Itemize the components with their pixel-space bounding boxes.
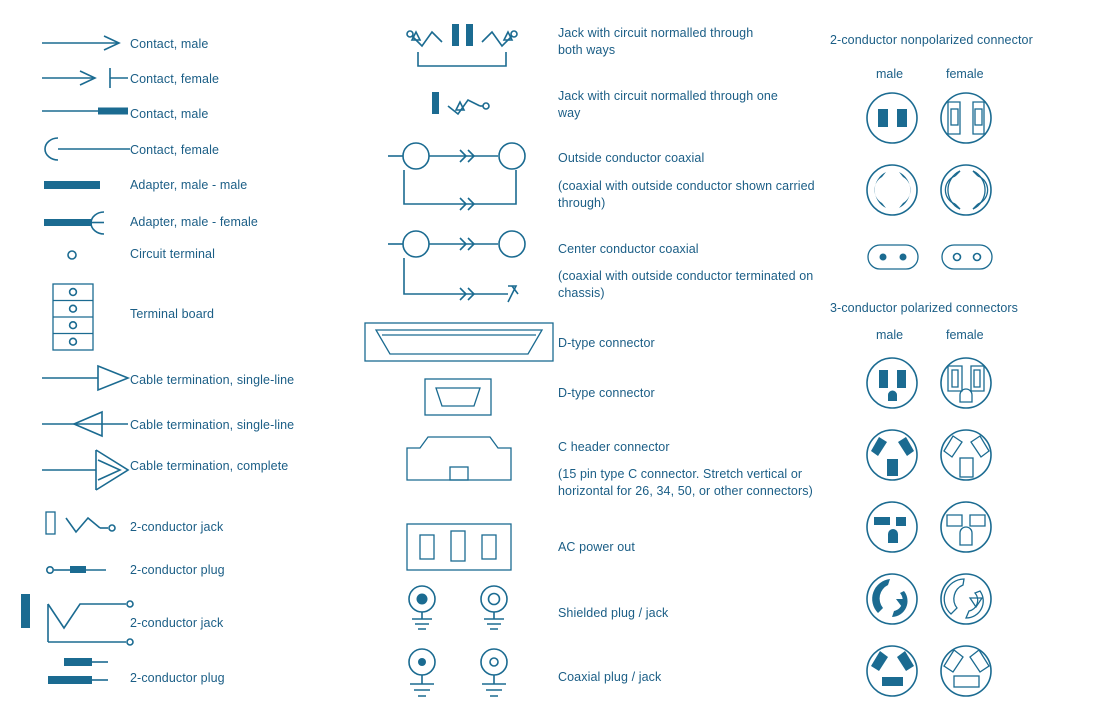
col-header-female-nonpolarized: female xyxy=(946,67,984,81)
symbol-nonpolarized-female-curved xyxy=(940,164,994,216)
symbol-polarized-female-tblade xyxy=(940,501,994,553)
label-center-conductor-coaxial: Center conductor coaxial xyxy=(558,242,699,256)
label-contact-female-arrow: Contact, female xyxy=(130,72,220,86)
label-cable-termination-single-line-2: Cable termination, single-line xyxy=(130,418,295,432)
symbol-polarized-female-twistlock xyxy=(940,573,994,625)
symbol-cable-termination-single-line-2 xyxy=(40,408,136,440)
symbol-jack-normalled-one-way xyxy=(428,90,498,124)
symbol-polarized-male-tblade xyxy=(866,501,920,553)
col-header-male-polarized: male xyxy=(876,328,904,342)
symbol-circuit-terminal xyxy=(64,246,84,264)
symbol-ac-power-out xyxy=(406,523,512,571)
symbol-jack-normalled-both-ways xyxy=(402,22,520,74)
col-header-female-polarized: female xyxy=(946,328,984,342)
symbol-nonpolarized-male-blade xyxy=(866,92,920,144)
label-two-conductor-jack-2: 2-conductor jack xyxy=(130,616,224,630)
symbol-cable-termination-complete xyxy=(40,446,136,494)
symbol-adapter-male-female xyxy=(44,210,116,236)
label-adapter-male-male: Adapter, male - male xyxy=(130,178,248,192)
label-circuit-terminal: Circuit terminal xyxy=(130,247,215,261)
symbol-adapter-male-male xyxy=(44,178,104,192)
symbol-contact-male-bar xyxy=(40,102,130,120)
symbol-d-type-connector-1 xyxy=(364,322,556,364)
symbol-polarized-male-threeblade xyxy=(866,645,920,697)
symbol-coaxial-plug-jack xyxy=(404,648,514,700)
col-header-male-nonpolarized: male xyxy=(876,67,904,81)
symbol-two-conductor-plug-1 xyxy=(44,556,124,584)
label-jack-normalled-one-way: Jack with circuit normalled through one way xyxy=(558,89,778,120)
label-terminal-board: Terminal board xyxy=(130,307,215,321)
symbol-c-header-connector xyxy=(406,436,512,482)
label-c-header-connector: C header connector xyxy=(558,440,670,454)
symbol-polarized-male-twistlock xyxy=(866,573,920,625)
note-outside-conductor-coaxial: (coaxial with outside conductor shown carried through) xyxy=(558,179,815,210)
symbol-nonpolarized-male-round xyxy=(866,243,922,271)
symbol-contact-female-hook xyxy=(40,136,132,162)
symbol-nonpolarized-female-blade xyxy=(940,92,994,144)
symbol-cable-termination-single-line-1 xyxy=(40,362,136,394)
label-cable-termination-single-line-1: Cable termination, single-line xyxy=(130,373,295,387)
symbol-nonpolarized-female-round xyxy=(940,243,996,271)
note-center-conductor-coaxial: (coaxial with outside conductor terminated on chassis) xyxy=(558,269,814,300)
label-contact-male-bar: Contact, male xyxy=(130,107,209,121)
symbol-terminal-board xyxy=(52,283,98,353)
symbol-polarized-male-straight xyxy=(866,357,920,409)
symbol-center-conductor-coaxial xyxy=(386,228,531,310)
label-contact-male-arrow: Contact, male xyxy=(130,37,209,51)
symbol-two-conductor-jack-2 xyxy=(18,588,136,652)
symbol-nonpolarized-male-curved xyxy=(866,164,920,216)
symbol-shielded-plug-jack xyxy=(404,585,514,633)
label-d-type-connector-1: D-type connector xyxy=(558,336,655,350)
label-two-conductor-plug-1: 2-conductor plug xyxy=(130,563,225,577)
label-outside-conductor-coaxial: Outside conductor coaxial xyxy=(558,151,705,165)
symbol-polarized-female-threeblade xyxy=(940,645,994,697)
label-d-type-connector-2: D-type connector xyxy=(558,386,655,400)
symbol-two-conductor-plug-2 xyxy=(44,656,124,692)
label-shielded-plug-jack: Shielded plug / jack xyxy=(558,606,669,620)
symbol-outside-conductor-coaxial xyxy=(386,140,526,220)
group-title-three-conductor-polarized: 3-conductor polarized connectors xyxy=(830,301,1019,315)
label-two-conductor-jack-1: 2-conductor jack xyxy=(130,520,224,534)
symbol-polarized-male-angled xyxy=(866,429,920,481)
label-coaxial-plug-jack: Coaxial plug / jack xyxy=(558,670,662,684)
symbol-two-conductor-jack-1 xyxy=(44,508,124,542)
label-ac-power-out: AC power out xyxy=(558,540,635,554)
symbol-polarized-female-straight xyxy=(940,357,994,409)
label-jack-normalled-both-ways: Jack with circuit normalled through both ways xyxy=(558,26,754,57)
label-two-conductor-plug-2: 2-conductor plug xyxy=(130,671,225,685)
symbol-d-type-connector-2 xyxy=(424,378,494,418)
group-title-two-conductor-nonpolarized: 2-conductor nonpolarized connector xyxy=(830,33,1033,47)
symbol-contact-male-arrow xyxy=(40,32,130,54)
label-adapter-male-female: Adapter, male - female xyxy=(130,215,258,229)
symbol-polarized-female-angled xyxy=(940,429,994,481)
label-contact-female-hook: Contact, female xyxy=(130,143,220,157)
note-c-header-connector: (15 pin type C connector. Stretch vertical or horizontal for 26, 34, 50, or other connectors) xyxy=(558,467,813,498)
label-cable-termination-complete: Cable termination, complete xyxy=(130,459,289,473)
symbol-contact-female-arrow xyxy=(40,66,130,90)
